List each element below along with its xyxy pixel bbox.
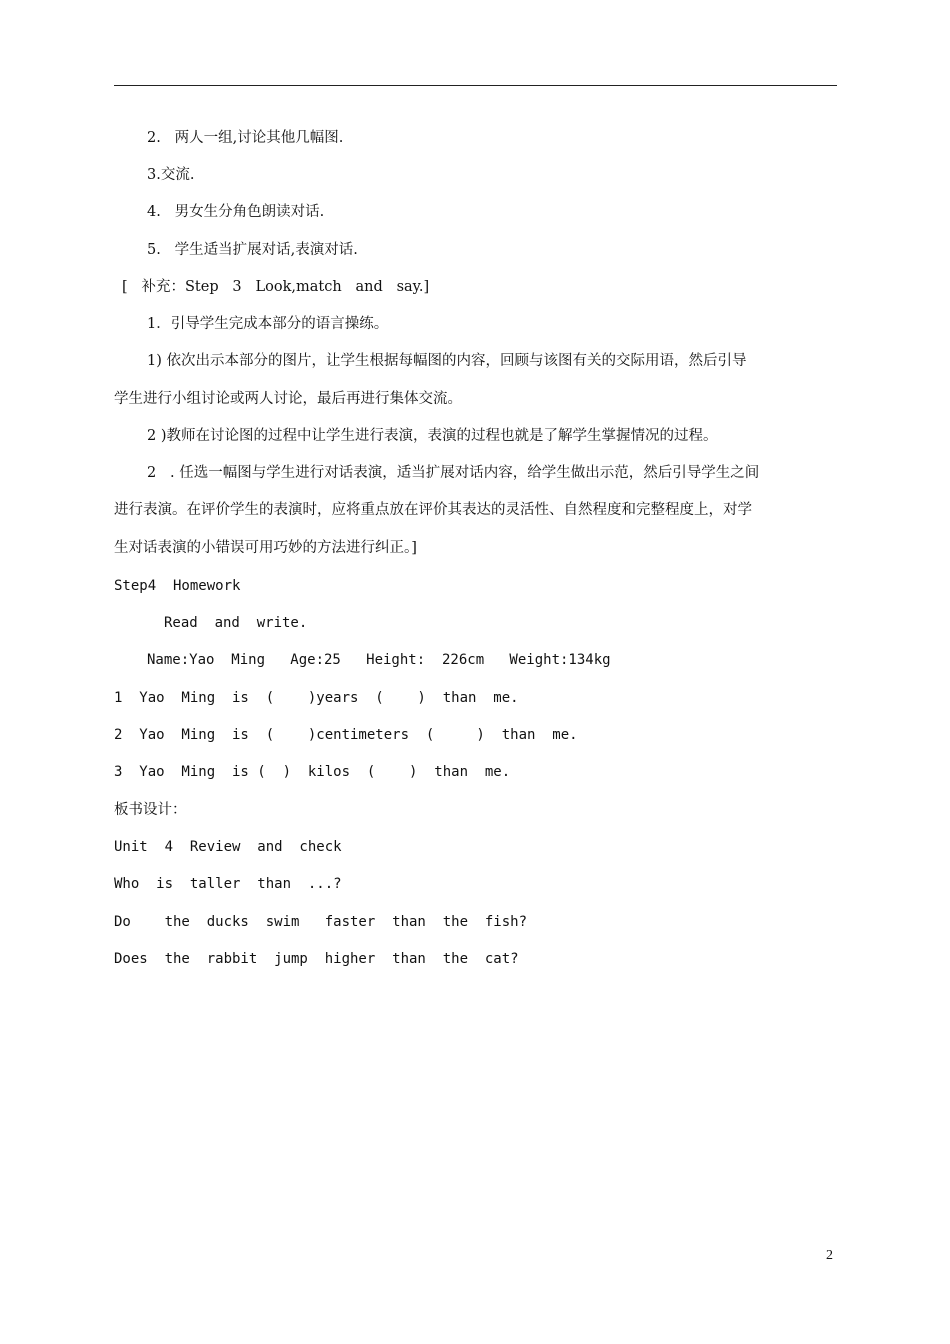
board-line-3: Do the ducks swim faster than the fish? xyxy=(114,914,528,930)
supplement-heading: [ 补充：Step 3 Look,match and say.] xyxy=(122,279,430,295)
board-line-2: Who is taller than ...? xyxy=(114,876,342,892)
homework-instruction: Read and write. xyxy=(164,615,308,631)
supplement-sub-2: 2 )教师在讨论图的过程中让学生进行表演，表演的过程也就是了解学生掌握情况的过程。 xyxy=(147,428,718,444)
supplement-sub-1-line-1: 1) 依次出示本部分的图片，让学生根据每幅图的内容，回顾与该图有关的交际用语，然后引导 xyxy=(147,353,747,369)
homework-heading: Step4 Homework xyxy=(114,578,241,594)
board-line-1: Unit 4 Review and check xyxy=(114,839,342,855)
board-line-4: Does the rabbit jump higher than the cat? xyxy=(114,951,519,967)
board-design-heading: 板书设计： xyxy=(114,802,187,818)
supplement-item-2-line-3: 生对话表演的小错误可用巧妙的方法进行纠正。] xyxy=(114,540,417,556)
profile-line: Name:Yao Ming Age:25 Height: 226cm Weight:134kg xyxy=(147,652,611,668)
exercise-1: 1 Yao Ming is ( )years ( ) than me. xyxy=(114,690,519,706)
step-item-3: 3.交流. xyxy=(147,167,195,183)
supplement-sub-1-line-2: 学生进行小组讨论或两人讨论，最后再进行集体交流。 xyxy=(114,391,462,407)
exercise-2: 2 Yao Ming is ( )centimeters ( ) than me. xyxy=(114,727,578,743)
header-rule xyxy=(114,85,837,86)
step-item-5: 5. 学生适当扩展对话,表演对话. xyxy=(147,242,358,258)
page-number: 2 xyxy=(826,1248,833,1263)
exercise-3: 3 Yao Ming is ( ) kilos ( ) than me. xyxy=(114,764,511,780)
step-item-2: 2. 两人一组,讨论其他几幅图. xyxy=(147,130,344,146)
step-item-4: 4. 男女生分角色朗读对话. xyxy=(147,204,325,220)
supplement-item-2-line-1: 2 . 任选一幅图与学生进行对话表演，适当扩展对话内容，给学生做出示范，然后引导学生之间 xyxy=(147,465,760,481)
supplement-item-1: 1．引导学生完成本部分的语言操练。 xyxy=(147,316,389,332)
supplement-item-2-line-2: 进行表演。在评价学生的表演时，应将重点放在评价其表达的灵活性、自然程度和完整程度上，对学 xyxy=(114,502,752,518)
